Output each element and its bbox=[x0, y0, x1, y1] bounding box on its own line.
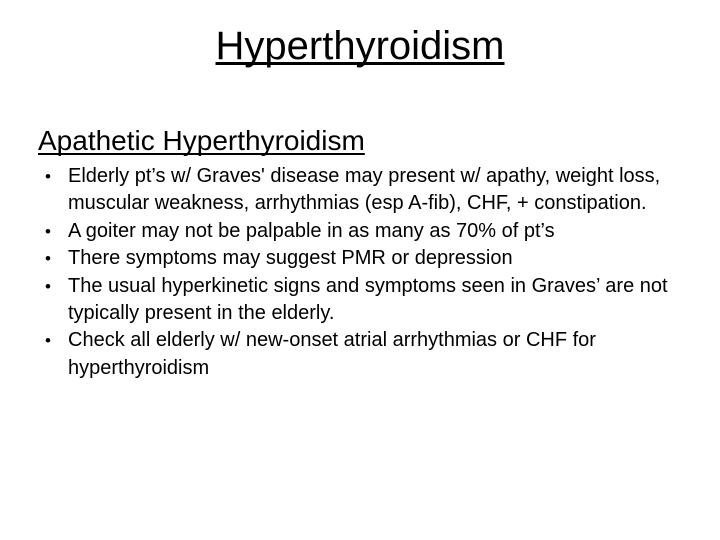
slide-title bbox=[0, 26, 720, 66]
bullet-text: There symptoms may suggest PMR or depression bbox=[68, 247, 513, 270]
slide-title-text: Hyperthyroidism bbox=[215, 24, 505, 68]
bullet-text: Check all elderly w/ new-onset atrial arrhythmias or CHF for hyperthyroidism bbox=[68, 329, 596, 379]
bullet-item bbox=[45, 327, 683, 382]
bullet-item bbox=[45, 245, 683, 272]
bullet-text: Elderly pt’s w/ Graves' disease may present w/ apathy, weight loss, muscular weakness, arrhythmias (esp A-fib), CHF, + constipation. bbox=[68, 165, 661, 215]
bullet-icon: • bbox=[45, 221, 51, 241]
slide-subheading: Apathetic Hyperthyroidism bbox=[38, 125, 365, 156]
bullet-text: The usual hyperkinetic signs and symptoms seen in Graves’ are not typically present in the elderly. bbox=[68, 274, 668, 325]
bullet-icon: • bbox=[45, 167, 51, 186]
bullet-item bbox=[45, 163, 683, 218]
bullet-item bbox=[45, 218, 683, 245]
bullet-icon: • bbox=[45, 331, 51, 351]
bullet-text: A goiter may not be palpable in as many as 70% of pt’s bbox=[68, 219, 555, 242]
bullet-list bbox=[45, 163, 683, 382]
bullet-icon: • bbox=[45, 276, 51, 296]
bullet-icon: • bbox=[45, 249, 51, 269]
bullet-item bbox=[45, 273, 683, 328]
